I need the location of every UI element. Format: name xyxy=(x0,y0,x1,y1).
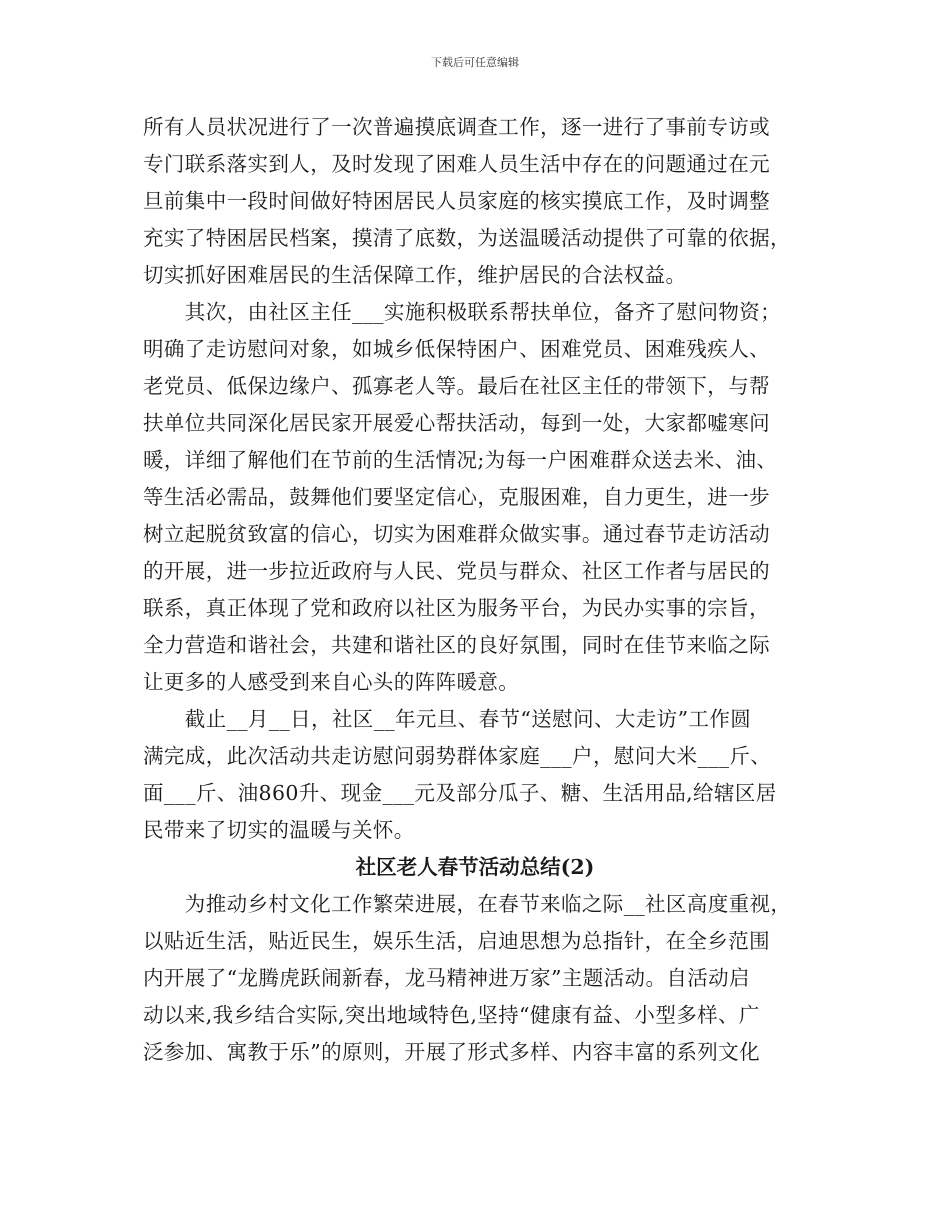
body-line: 联系，真正体现了党和政府以社区为服务平台，为民办实事的宗旨， xyxy=(143,596,770,620)
body-line: 截止__月__日，社区__年元旦、春节“送慰问、大走访”工作圆 xyxy=(143,707,752,731)
body-line: 面___斤、油860升、现金___元及部分瓜子、糖、生活用品,给辖区居 xyxy=(143,781,777,805)
body-line: 以贴近生活，贴近民生，娱乐生活，启迪思想为总指针，在全乡范围 xyxy=(143,929,770,953)
body-line: 充实了特困居民档案，摸清了底数，为送温暖活动提供了可靠的依据， xyxy=(143,226,791,250)
body-line: 旦前集中一段时间做好特困居民人员家庭的核实摸底工作，及时调整 xyxy=(143,189,770,213)
body-line: 明确了走访慰问对象，如城乡低保特困户、困难党员、困难残疾人、 xyxy=(143,337,770,361)
body-line: 泛参加、寓教于乐”的原则，开展了形式多样、内容丰富的系列文化 xyxy=(143,1040,760,1064)
section-title: 社区老人春节活动总结(2) xyxy=(355,855,595,879)
body-line: 树立起脱贫致富的信心，切实为困难群众做实事。通过春节走访活动 xyxy=(143,522,770,546)
body-line: 其次，由社区主任___实施积极联系帮扶单位，备齐了慰问物资； xyxy=(143,300,782,324)
body-line: 的开展，进一步拉近政府与人民、党员与群众、社区工作者与居民的 xyxy=(143,559,770,583)
body-line: 为推动乡村文化工作繁荣进展，在春节来临之际__社区高度重视， xyxy=(143,892,792,916)
body-line: 所有人员状况进行了一次普遍摸底调查工作，逐一进行了事前专访或 xyxy=(143,115,770,139)
body-line: 扶单位共同深化居民家开展爱心帮扶活动，每到一处，大家都嘘寒问 xyxy=(143,411,770,435)
body-line: 专门联系落实到人，及时发现了困难人员生活中存在的问题通过在元 xyxy=(143,152,770,176)
body-line: 全力营造和谐社会，共建和谐社区的良好氛围，同时在佳节来临之际 xyxy=(143,633,770,657)
body-line: 等生活必需品，鼓舞他们要坚定信心，克服困难，自力更生，进一步 xyxy=(143,485,770,509)
body-line: 让更多的人感受到来自心头的阵阵暖意。 xyxy=(143,670,520,694)
body-line: 动以来,我乡结合实际,突出地域特色,坚持“健康有益、小型多样、广 xyxy=(143,1003,760,1027)
body-line: 内开展了“龙腾虎跃闹新春，龙马精神进万家”主题活动。自活动启 xyxy=(143,966,750,990)
body-line: 切实抓好困难居民的生活保障工作，维护居民的合法权益。 xyxy=(143,263,687,287)
page-header: 下载后可任意编辑 xyxy=(431,56,519,69)
body-line: 暖，详细了解他们在节前的生活情况;为每一户困难群众送去米、油、 xyxy=(143,448,778,472)
body-line: 民带来了切实的温暖与关怀。 xyxy=(143,818,415,842)
body-line: 满完成，此次活动共走访慰问弱势群体家庭___户，慰问大米___斤、 xyxy=(143,744,772,768)
body-line: 老党员、低保边缘户、孤寡老人等。最后在社区主任的带领下，与帮 xyxy=(143,374,770,398)
